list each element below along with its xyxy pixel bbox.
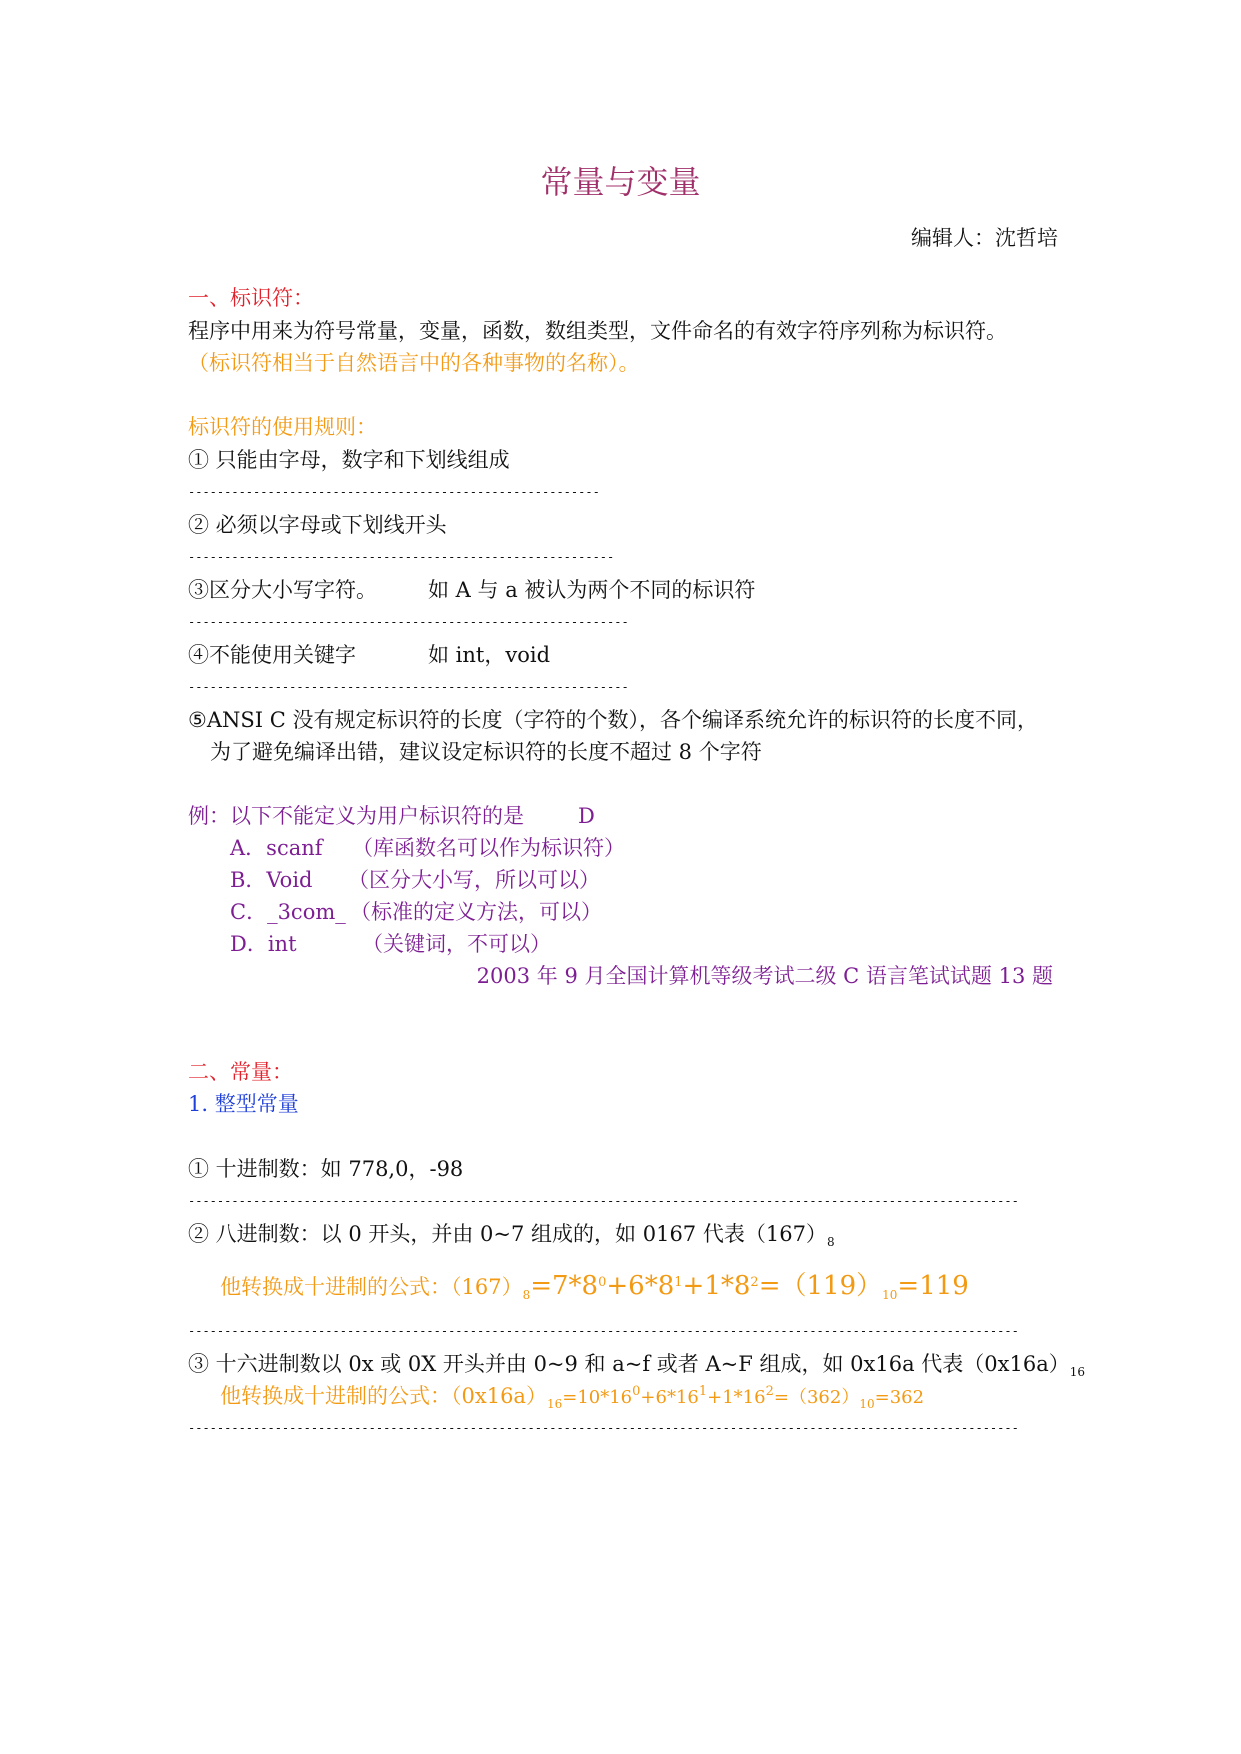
hex-line bbox=[188, 1352, 1086, 1379]
rule-4: ④不能使用关键字 bbox=[188, 643, 356, 667]
hex-term: +1*16 bbox=[707, 1387, 766, 1408]
hex-result: =362 bbox=[874, 1387, 925, 1408]
octal-exp: 0 bbox=[598, 1275, 607, 1290]
divider: --------------------------------------------------------- bbox=[188, 486, 600, 498]
octal-exp: 1 bbox=[674, 1275, 683, 1290]
octal-formula bbox=[220, 1271, 969, 1302]
integer-constant-heading: 1. 整型常量 bbox=[188, 1092, 299, 1116]
hex-formula bbox=[220, 1384, 925, 1411]
divider: ------------------------------------------------------------- bbox=[188, 616, 629, 628]
hex-formula-base: 16 bbox=[546, 1397, 563, 1411]
identifier-definition: 程序中用来为符号常量，变量，函数，数组类型，文件命名的有效字符序列称为标识符。 bbox=[188, 319, 1007, 343]
hex-term: =（362） bbox=[773, 1387, 860, 1408]
example-answer: D bbox=[578, 804, 595, 828]
hex-result-base: 10 bbox=[859, 1397, 875, 1411]
octal-result-base: 10 bbox=[882, 1288, 898, 1302]
identifier-note: （标识符相当于自然语言中的各种事物的名称）。 bbox=[188, 351, 640, 375]
divider: ------------------------------------------------------------- bbox=[188, 681, 629, 693]
octal-line bbox=[188, 1222, 835, 1249]
option-label: D．int bbox=[230, 932, 297, 956]
hex-exp: 1 bbox=[698, 1384, 708, 1399]
editor-line: 编辑人：沈哲培 bbox=[911, 226, 1058, 250]
octal-formula-prefix: 他转换成十进制的公式：（167） bbox=[220, 1275, 523, 1299]
divider: ------------------------------------------------------------------------------------------------------------------- bbox=[188, 1422, 1019, 1434]
divider: ------------------------------------------------------------------------------------------------------------------- bbox=[188, 1325, 1019, 1337]
example-question: 例：以下不能定义为用户标识符的是 bbox=[188, 804, 524, 828]
rule-5: ⑤ANSI C 没有规定标识符的长度（字符的个数），各个编译系统允许的标识符的长度不同， bbox=[188, 708, 1038, 732]
octal-term: +1*8 bbox=[682, 1271, 751, 1301]
divider: ----------------------------------------------------------- bbox=[188, 551, 615, 563]
hex-term: =10*16 bbox=[562, 1387, 633, 1408]
octal-text: ② 八进制数：以 0 开头，并由 0~7 组成的，如 0167 代表（167） bbox=[188, 1222, 827, 1246]
decimal-line: ① 十进制数：如 778,0，-98 bbox=[188, 1157, 464, 1181]
rule-3-example: 如 A 与 a 被认为两个不同的标识符 bbox=[428, 578, 756, 602]
option-label: A．scanf bbox=[230, 836, 323, 860]
section2-heading: 二、常量： bbox=[188, 1060, 293, 1084]
octal-result: =119 bbox=[897, 1271, 969, 1301]
rule-1: ① 只能由字母，数字和下划线组成 bbox=[188, 448, 510, 472]
octal-exp: 2 bbox=[750, 1275, 759, 1290]
hex-text: ③ 十六进制数以 0x 或 0X 开头并由 0~9 和 a~f 或者 A~F 组成，如 0x16a 代表（0x16a） bbox=[188, 1352, 1070, 1376]
divider: ------------------------------------------------------------------------------------------------------------------- bbox=[188, 1195, 1019, 1207]
hex-term: +6*16 bbox=[640, 1387, 699, 1408]
rule-2: ② 必须以字母或下划线开头 bbox=[188, 513, 447, 537]
octal-term: =7*8 bbox=[530, 1271, 599, 1301]
option-label: C．_3com_ bbox=[230, 900, 346, 924]
example-source: 2003 年 9 月全国计算机等级考试二级 C 语言笔试试题 13 题 bbox=[476, 964, 1053, 988]
hex-base: 16 bbox=[1069, 1365, 1086, 1379]
rule-4-example: 如 int，void bbox=[428, 643, 551, 667]
page-title: 常量与变量 bbox=[540, 163, 701, 201]
option-note: （标准的定义方法，可以） bbox=[350, 900, 602, 924]
rules-heading: 标识符的使用规则： bbox=[188, 415, 377, 439]
octal-term: =（119） bbox=[758, 1271, 883, 1301]
rule-5-continued: 为了避免编译出错，建议设定标识符的长度不超过 8 个字符 bbox=[210, 740, 762, 764]
rule-3: ③区分大小写字符。 bbox=[188, 578, 377, 602]
option-label: B．Void bbox=[230, 868, 313, 892]
option-note: （库函数名可以作为标识符） bbox=[352, 836, 625, 860]
hex-exp: 0 bbox=[632, 1384, 641, 1399]
section1-heading: 一、标识符： bbox=[188, 286, 314, 310]
octal-formula-base: 8 bbox=[522, 1288, 531, 1302]
option-note: （区分大小写，所以可以） bbox=[348, 868, 600, 892]
octal-term: +6*8 bbox=[606, 1271, 675, 1301]
hex-formula-prefix: 他转换成十进制的公式：（0x16a） bbox=[220, 1384, 547, 1408]
option-note: （关键词，不可以） bbox=[362, 932, 551, 956]
octal-base: 8 bbox=[826, 1235, 835, 1249]
hex-exp: 2 bbox=[765, 1384, 774, 1399]
